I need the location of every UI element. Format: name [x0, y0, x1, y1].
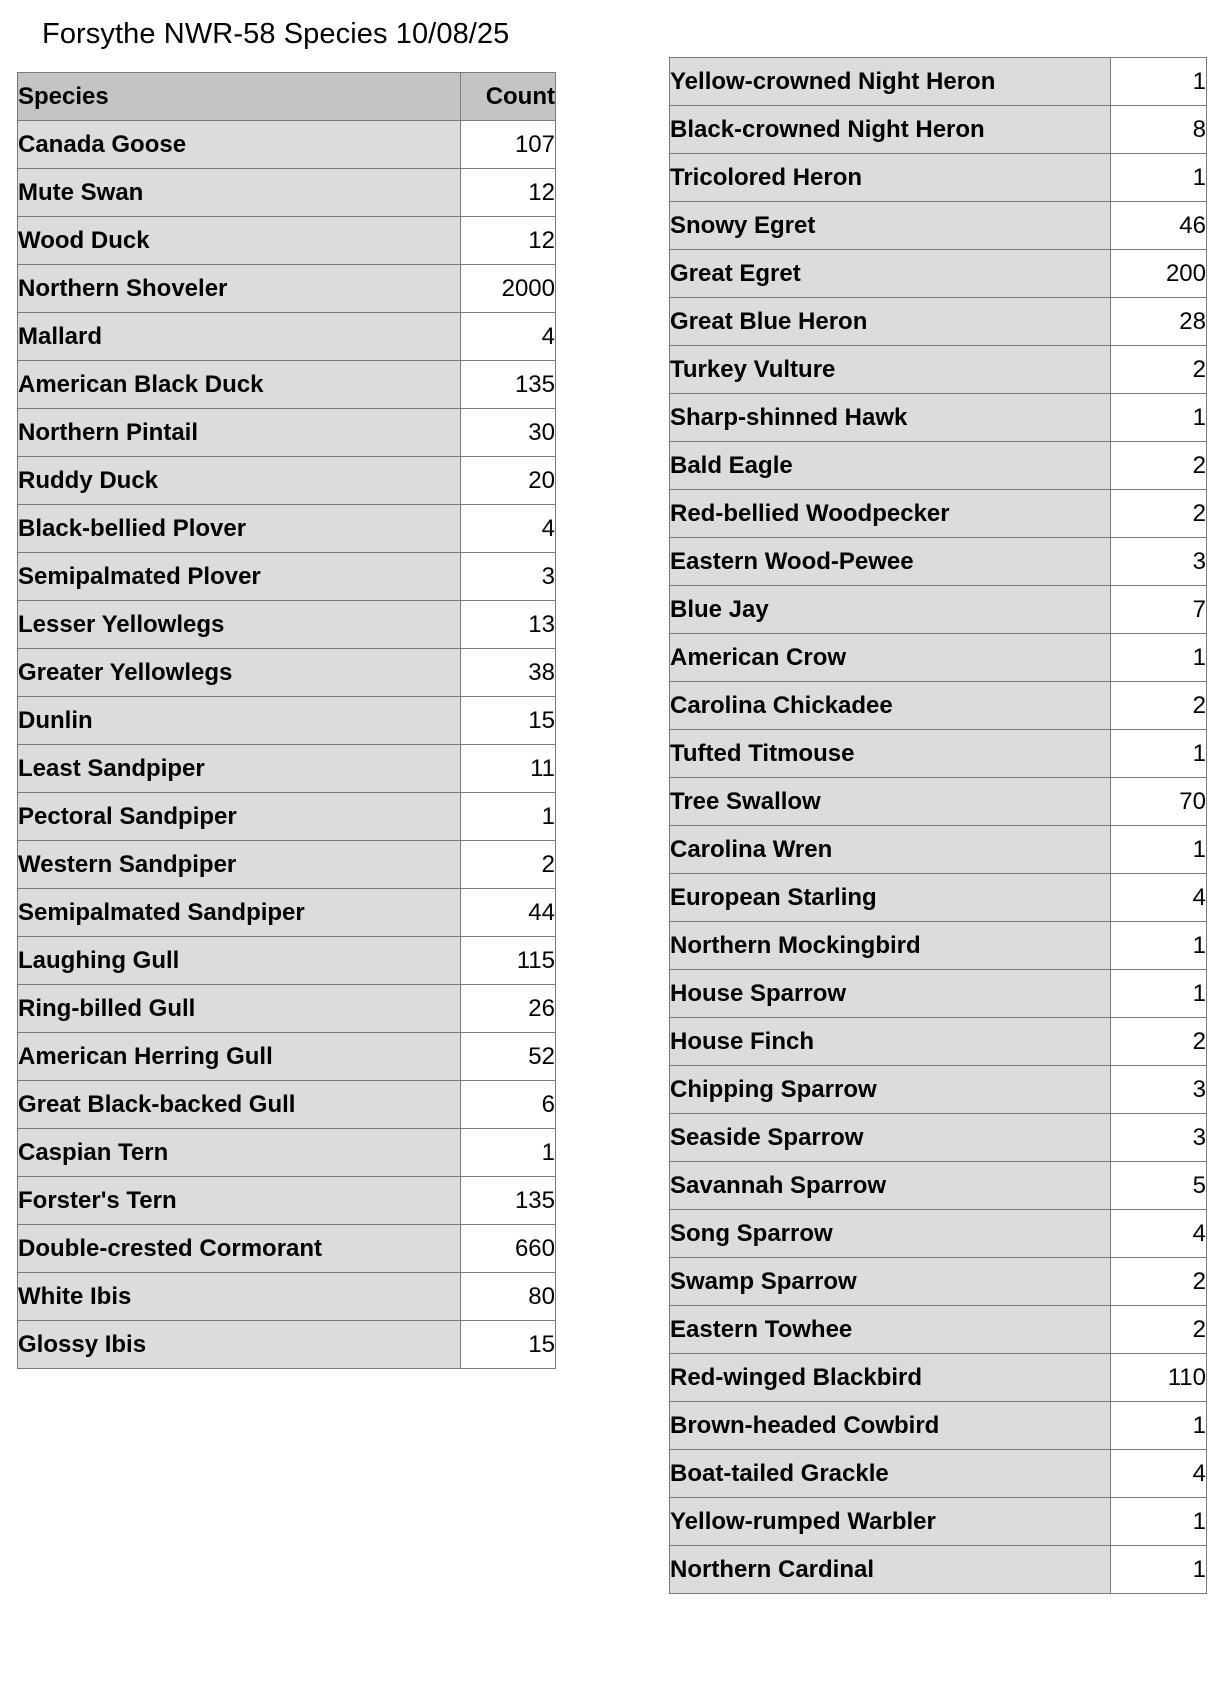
- table-row: [670, 874, 1207, 922]
- table-row: [670, 1162, 1207, 1210]
- species-count-cell: 2: [1111, 490, 1207, 538]
- species-name-cell: House Finch: [670, 1018, 1111, 1066]
- table-row: [670, 346, 1207, 394]
- species-name-cell: Semipalmated Sandpiper: [18, 889, 461, 937]
- table-row: [670, 202, 1207, 250]
- species-name-cell: Tricolored Heron: [670, 154, 1111, 202]
- table-row: [670, 1402, 1207, 1450]
- table-row: [18, 169, 556, 217]
- table-row: [670, 490, 1207, 538]
- species-name-cell: Pectoral Sandpiper: [18, 793, 461, 841]
- table-row: [18, 505, 556, 553]
- species-name-cell: Black-bellied Plover: [18, 505, 461, 553]
- species-count-cell: 2000: [461, 265, 556, 313]
- species-count-cell: 2: [461, 841, 556, 889]
- species-name-cell: Northern Pintail: [18, 409, 461, 457]
- table-row: [18, 265, 556, 313]
- table-row: [670, 442, 1207, 490]
- species-count-cell: 2: [1111, 442, 1207, 490]
- species-count-cell: 200: [1111, 250, 1207, 298]
- table-row: [18, 889, 556, 937]
- species-count-cell: 1: [1111, 154, 1207, 202]
- table-row: [18, 1321, 556, 1369]
- species-count-cell: 15: [461, 697, 556, 745]
- species-name-cell: Semipalmated Plover: [18, 553, 461, 601]
- species-name-cell: Eastern Towhee: [670, 1306, 1111, 1354]
- species-name-cell: Northern Cardinal: [670, 1546, 1111, 1594]
- species-count-cell: 110: [1111, 1354, 1207, 1402]
- species-count-cell: 4: [1111, 1450, 1207, 1498]
- table-row: [670, 586, 1207, 634]
- table-row: [18, 1033, 556, 1081]
- species-name-cell: Tree Swallow: [670, 778, 1111, 826]
- table-row: [18, 313, 556, 361]
- page-title: Forsythe NWR-58 Species 10/08/25: [42, 18, 510, 50]
- table-row: [670, 538, 1207, 586]
- species-count-cell: 115: [461, 937, 556, 985]
- table-row: [670, 1066, 1207, 1114]
- species-name-cell: House Sparrow: [670, 970, 1111, 1018]
- table-row: [670, 58, 1207, 106]
- species-name-cell: Red-winged Blackbird: [670, 1354, 1111, 1402]
- table-row: [670, 154, 1207, 202]
- species-count-cell: 2: [1111, 1018, 1207, 1066]
- species-count-cell: 6: [461, 1081, 556, 1129]
- species-count-cell: 12: [461, 217, 556, 265]
- species-name-cell: American Black Duck: [18, 361, 461, 409]
- species-name-cell: American Herring Gull: [18, 1033, 461, 1081]
- table-row: [670, 1354, 1207, 1402]
- species-count-cell: 3: [1111, 1066, 1207, 1114]
- species-name-cell: Seaside Sparrow: [670, 1114, 1111, 1162]
- table-row: [670, 1018, 1207, 1066]
- species-count-cell: 2: [1111, 1306, 1207, 1354]
- species-count-cell: 1: [461, 793, 556, 841]
- species-name-cell: Carolina Wren: [670, 826, 1111, 874]
- species-count-cell: 2: [1111, 1258, 1207, 1306]
- species-name-cell: Forster's Tern: [18, 1177, 461, 1225]
- species-name-cell: Great Blue Heron: [670, 298, 1111, 346]
- species-name-cell: Lesser Yellowlegs: [18, 601, 461, 649]
- species-count-cell: 52: [461, 1033, 556, 1081]
- table-row: [670, 826, 1207, 874]
- table-row: [18, 985, 556, 1033]
- species-count-cell: 3: [1111, 1114, 1207, 1162]
- species-name-cell: Chipping Sparrow: [670, 1066, 1111, 1114]
- table-row: [18, 841, 556, 889]
- species-name-cell: Red-bellied Woodpecker: [670, 490, 1111, 538]
- species-count-cell: 4: [1111, 1210, 1207, 1258]
- table-row: [670, 922, 1207, 970]
- species-name-cell: Yellow-rumped Warbler: [670, 1498, 1111, 1546]
- table-row: [18, 1273, 556, 1321]
- species-count-cell: 3: [461, 553, 556, 601]
- species-table-left: [17, 72, 556, 1369]
- species-count-cell: 12: [461, 169, 556, 217]
- species-count-cell: 30: [461, 409, 556, 457]
- species-count-cell: 11: [461, 745, 556, 793]
- species-column-header: Species: [18, 73, 461, 121]
- species-name-cell: Savannah Sparrow: [670, 1162, 1111, 1210]
- species-name-cell: Dunlin: [18, 697, 461, 745]
- species-count-cell: 26: [461, 985, 556, 1033]
- species-name-cell: Ring-billed Gull: [18, 985, 461, 1033]
- table-row: [18, 553, 556, 601]
- table-row: [18, 1225, 556, 1273]
- table-row: [670, 970, 1207, 1018]
- species-count-cell: 46: [1111, 202, 1207, 250]
- species-name-cell: Yellow-crowned Night Heron: [670, 58, 1111, 106]
- table-row: [18, 217, 556, 265]
- species-count-cell: 28: [1111, 298, 1207, 346]
- species-count-cell: 1: [1111, 826, 1207, 874]
- species-count-cell: 1: [1111, 730, 1207, 778]
- table-row: [670, 250, 1207, 298]
- species-name-cell: Double-crested Cormorant: [18, 1225, 461, 1273]
- species-name-cell: European Starling: [670, 874, 1111, 922]
- species-name-cell: Mallard: [18, 313, 461, 361]
- species-name-cell: Carolina Chickadee: [670, 682, 1111, 730]
- species-count-cell: 70: [1111, 778, 1207, 826]
- species-name-cell: Great Egret: [670, 250, 1111, 298]
- species-count-cell: 1: [1111, 970, 1207, 1018]
- species-count-cell: 80: [461, 1273, 556, 1321]
- species-count-cell: 13: [461, 601, 556, 649]
- species-name-cell: Sharp-shinned Hawk: [670, 394, 1111, 442]
- species-count-cell: 135: [461, 361, 556, 409]
- table-row: [18, 361, 556, 409]
- species-name-cell: Greater Yellowlegs: [18, 649, 461, 697]
- species-name-cell: Western Sandpiper: [18, 841, 461, 889]
- species-count-cell: 5: [1111, 1162, 1207, 1210]
- species-count-cell: 4: [1111, 874, 1207, 922]
- species-name-cell: Least Sandpiper: [18, 745, 461, 793]
- species-name-cell: Eastern Wood-Pewee: [670, 538, 1111, 586]
- species-table-right: [669, 57, 1207, 1594]
- species-count-cell: 15: [461, 1321, 556, 1369]
- species-count-cell: 3: [1111, 538, 1207, 586]
- table-row: [670, 394, 1207, 442]
- table-row: [18, 121, 556, 169]
- species-count-cell: 1: [1111, 1546, 1207, 1594]
- species-name-cell: Boat-tailed Grackle: [670, 1450, 1111, 1498]
- table-row: [670, 1450, 1207, 1498]
- species-count-cell: 7: [1111, 586, 1207, 634]
- species-count-cell: 1: [1111, 1498, 1207, 1546]
- species-name-cell: Glossy Ibis: [18, 1321, 461, 1369]
- table-row: [18, 697, 556, 745]
- species-count-cell: 8: [1111, 106, 1207, 154]
- species-name-cell: Black-crowned Night Heron: [670, 106, 1111, 154]
- species-name-cell: Bald Eagle: [670, 442, 1111, 490]
- table-row: [670, 634, 1207, 682]
- species-name-cell: Song Sparrow: [670, 1210, 1111, 1258]
- table-row: [18, 745, 556, 793]
- table-row: [670, 778, 1207, 826]
- species-name-cell: Wood Duck: [18, 217, 461, 265]
- species-name-cell: Great Black-backed Gull: [18, 1081, 461, 1129]
- table-row: [18, 409, 556, 457]
- species-name-cell: Laughing Gull: [18, 937, 461, 985]
- species-table-right-body: [670, 58, 1207, 1594]
- species-count-cell: 1: [1111, 1402, 1207, 1450]
- table-row: [18, 649, 556, 697]
- species-name-cell: Swamp Sparrow: [670, 1258, 1111, 1306]
- species-name-cell: Northern Shoveler: [18, 265, 461, 313]
- table-row: [670, 1258, 1207, 1306]
- species-count-cell: 44: [461, 889, 556, 937]
- species-count-cell: 1: [1111, 634, 1207, 682]
- table-row: [670, 1546, 1207, 1594]
- table-row: [670, 1114, 1207, 1162]
- species-name-cell: Caspian Tern: [18, 1129, 461, 1177]
- species-name-cell: Brown-headed Cowbird: [670, 1402, 1111, 1450]
- species-name-cell: White Ibis: [18, 1273, 461, 1321]
- species-name-cell: Blue Jay: [670, 586, 1111, 634]
- species-count-cell: 1: [1111, 58, 1207, 106]
- species-count-cell: 660: [461, 1225, 556, 1273]
- species-count-cell: 2: [1111, 682, 1207, 730]
- species-count-cell: 1: [1111, 394, 1207, 442]
- count-column-header: Count: [461, 73, 556, 121]
- table-row: [18, 937, 556, 985]
- species-count-cell: 20: [461, 457, 556, 505]
- species-name-cell: Northern Mockingbird: [670, 922, 1111, 970]
- species-count-cell: 135: [461, 1177, 556, 1225]
- species-table-left-body: [18, 121, 556, 1369]
- table-row: [18, 793, 556, 841]
- table-row: [670, 730, 1207, 778]
- species-name-cell: Tufted Titmouse: [670, 730, 1111, 778]
- species-name-cell: American Crow: [670, 634, 1111, 682]
- species-name-cell: Ruddy Duck: [18, 457, 461, 505]
- species-name-cell: Canada Goose: [18, 121, 461, 169]
- table-row: [670, 1210, 1207, 1258]
- table-header-row: [18, 73, 556, 121]
- species-name-cell: Snowy Egret: [670, 202, 1111, 250]
- table-row: [670, 1498, 1207, 1546]
- table-row: [18, 601, 556, 649]
- species-count-cell: 2: [1111, 346, 1207, 394]
- species-count-cell: 1: [461, 1129, 556, 1177]
- species-count-cell: 38: [461, 649, 556, 697]
- species-name-cell: Mute Swan: [18, 169, 461, 217]
- table-row: [670, 106, 1207, 154]
- table-row: [18, 1129, 556, 1177]
- table-row: [670, 682, 1207, 730]
- table-row: [18, 1081, 556, 1129]
- table-row: [18, 457, 556, 505]
- table-row: [670, 1306, 1207, 1354]
- species-count-cell: 4: [461, 313, 556, 361]
- species-count-cell: 107: [461, 121, 556, 169]
- species-count-cell: 1: [1111, 922, 1207, 970]
- table-row: [670, 298, 1207, 346]
- table-row: [18, 1177, 556, 1225]
- species-count-cell: 4: [461, 505, 556, 553]
- species-name-cell: Turkey Vulture: [670, 346, 1111, 394]
